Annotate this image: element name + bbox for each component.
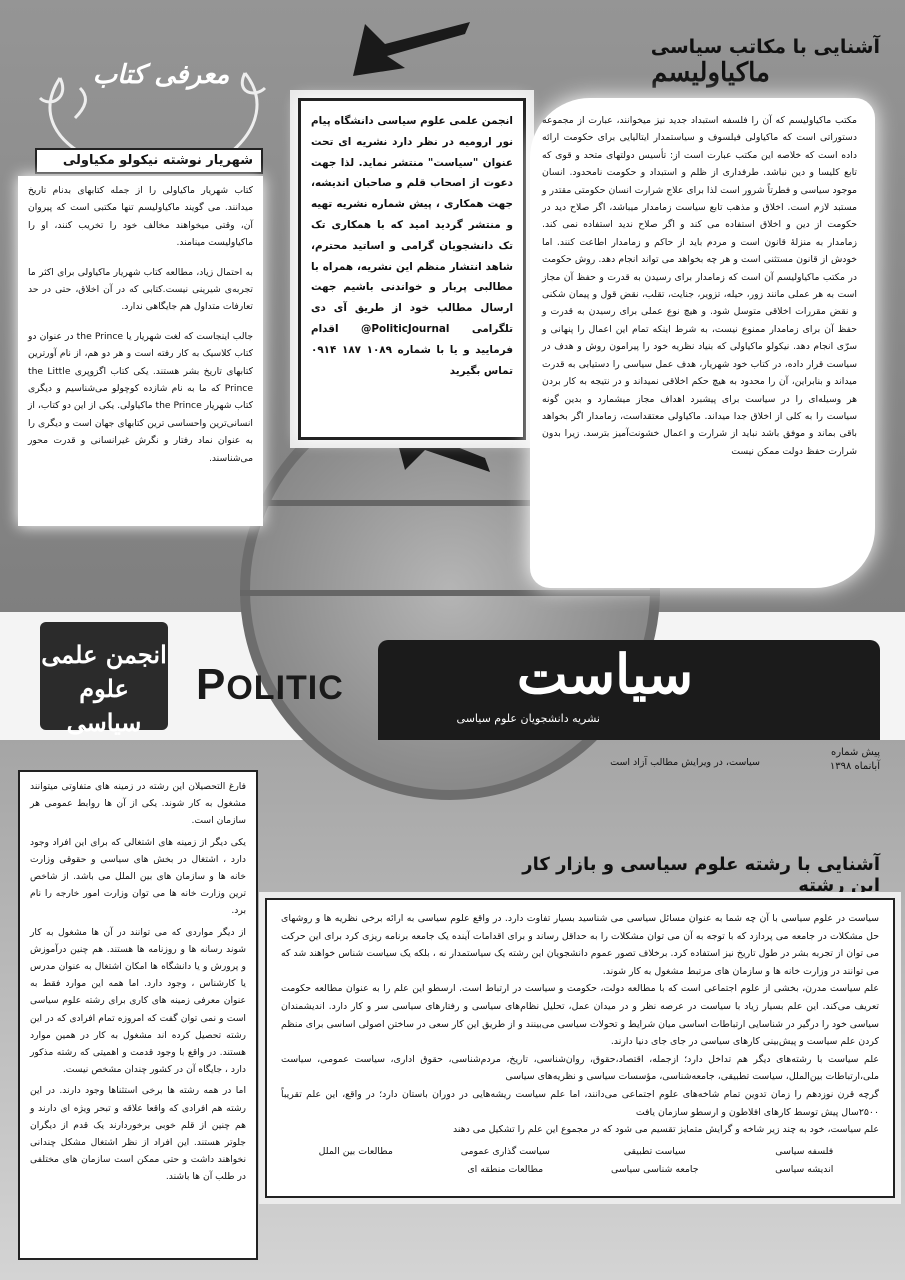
careers-column	[18, 770, 258, 1260]
field-paragraph: علم سیاست با رشته‌های دیگر هم تداخل دارد؛ ازجمله، اقتصاد،حقوق، روان‌شناسی، تاریخ، مردم‌شناسی، حقوق اداری، سیاست عمومی، سیاست ملی،ارتباطات بین‌الملل، سیاست تطبیقی، جامعه‌شناسی، مؤسسات سیاسی و نظریه‌های سیاسی	[281, 1053, 879, 1083]
machiavellism-article	[530, 98, 875, 588]
issue-info	[770, 746, 880, 774]
field-paragraph: علم سیاست مدرن، بخشی از علوم اجتماعی است که با مطالعه دولت، حکومت و سیاست در ارتباط است. ارسطو این علم را به عنوان مطالعه حکومت تعریف می‌کند. این علم بسیار زیاد با سیاست در عرصه نظر و در میدان عمل، تحلیل نظام‌های سیاسی و رفتارهای سیاسی سر و کار دارد. اندیشمندان سیاسی خود را درگیر در شناسایی ارتباطات اساسی میان شرایط و تحولات سیاسی می‌بینند و از طریق این کار سعی در ساختن اصولی اساسی برای منظم کردن علم سیاست و پیش‌بینی کارهای سیاسی در جای جای دنیا دارند.	[281, 983, 879, 1048]
field-paragraph: گرچه قرن نوزدهم را زمان تدوین تمام شاخه‌های علوم اجتماعی می‌دانند، اما علم سیاست ریشه‌هایی در دوران باستان دارد؛ در واقع، این علم تقریباً ۲۵۰۰سال پیش توسط کارهای افلاطون و ارسطو سازمان یافت	[281, 1088, 879, 1118]
branch-item: جامعه شناسی سیاسی	[610, 1163, 699, 1175]
book-paragraph: جالب اینجاست که لغت شهریار یا the Prince در عنوان دو کتاب کلاسیک به کار رفته است و هر دو هم، از نام آورترین کتابهای تاریخ بشر هستند. یکی کتاب اگزوپری the Little Prince که ما به نام شازده کوچولو می‌شناسیم و دیگری کتاب شهریار the Prince ماکیاولی. یکی از این دو کتاب، از انسانی‌ترین واحساسی ترین کتابهای جهان است و دیگری را به عنوان نماد رفتار و نگرش غیرانسانی و قدرت محور می‌شناسند.	[28, 330, 254, 464]
book-paragraph: به احتمال زیاد، مطالعه کتاب شهریار ماکیاولی برای اکثر ما تجربه‌ی شیرینی نیست.کتابی که در آن اخلاق، حتی در حد تعارفات متداول هم جایگاهی ندارد.	[28, 266, 253, 313]
branch-item: مطالعات منطقه ای	[467, 1163, 544, 1175]
article-title: ماکیاولیسم	[651, 58, 770, 88]
issue-label: پیش شماره	[830, 747, 880, 758]
field-article-title: آشنایی با رشته علوم سیاسی و بازار کار این رشته	[522, 854, 880, 896]
editorial-note: سیاست، در ویرایش مطالب آزاد است	[610, 757, 760, 768]
globe-latitude-line	[240, 590, 660, 596]
intro-text: انجمن علمی علوم سیاسی دانشگاه پیام نور ارومیه در نظر دارد نشریه ای تحت عنوان "سیاست" منتشر نماید. لذا جهت دعوت از اصحاب قلم و صاحبان اندیشه، جهت همکاری ، پیش شماره نشریه تهیه و منتشر گردید امید که با همکاری تک تک دانشجویان گرامی و اساتید محترم، شاهد انتشار منظم این نشریه، همراه با مطالبی پربار و خواندنی باشیم جهت ارسال مطالب خود از طریق آی دی تلگرامی PoliticJournal@ اقدام فرمایید و یا با شماره ۱۰۸۹ ۱۸۷ ۰۹۱۴ تماس بگیرید	[311, 115, 514, 377]
branch-item: اندیشه سیاسی	[775, 1163, 834, 1175]
journal-subtitle: نشریه دانشجویان علوم سیاسی	[456, 712, 600, 725]
careers-paragraph: یکی دیگر از زمینه های اشتغالی که برای این افراد وجود دارد ، اشتغال در بخش های سیاسی و حقوقی وزارت خانه ها و سازمان های بین الملل می باشد. از شاخص ترین وزارت خانه ها می توان وزارت امور خارجه را نام برد.	[30, 836, 246, 917]
branches-list	[281, 1143, 879, 1179]
book-review	[18, 176, 263, 526]
careers-paragraph: از دیگر مواردی که می توانند در آن ها مشغول به کار شوند رسانه ها و روزنامه ها هستند. هم چنین درآموزش و پرورش و یا دانشگاه ها امکان اشتغال به عنوان مدرس یا کارشناس ، وجود دارد. اما همه این موارد فقط به عنوان معرفی زمینه های کاری برای رشته علوم سیاسی است و نمی توان گفت که امروزه تمام افرادی که در این رشته تحصیل کرده اند مشغول به کار در همین موارد هستند. در واقع با وجود قدمت و اهمیتی که رشته مذکور دارد ، جایگاه آن در کشور چندان مشخص نیست.	[30, 926, 246, 1076]
book-paragraph: کتاب شهریار ماکیاولی را از جمله کتابهای بدنام تاریخ میدانند. می گویند ماکیاولیسم تنها مکتبی است که پیروان آن، وقتی میخواهند مخالف خود را تخریب کنند، او را ماکیاولیست مینامند.	[28, 185, 253, 249]
book-subtitle: شهریار نوشته نیکولو مکیاولی	[35, 148, 263, 174]
branch-item: مطالعات بین الملل	[318, 1145, 393, 1157]
careers-paragraph: اما در همه رشته ها برخی استثناها وجود دارند. در این رشته هم افرادی که واقعا علاقه و تبحر ویژه ای دارند و هم چنین از قلم خوبی برخوردارند یک قدم از دیگران جلوتر هستند. این افراد از نظر اشتغال مشکل چندانی نخواهند داشت و حتی ممکن است سازمان های مختلفی در طلب آن ها باشند.	[30, 1085, 246, 1183]
branch-item: سیاست تطبیقی	[623, 1145, 686, 1157]
politic-wordmark: POLITIC	[196, 660, 344, 709]
book-section-label: معرفی کتاب	[92, 60, 230, 90]
careers-paragraph: فارغ التحصیلان این رشته در زمینه های متفاوتی میتوانند مشغول به کار شوند. یکی از آن ها روابط عمومی هر سازمان است.	[30, 781, 246, 827]
arrow-decoration-icon	[345, 14, 475, 84]
field-article	[265, 898, 895, 1198]
field-paragraph: سیاست در علوم سیاسی با آن چه شما به عنوان مسائل سیاسی می شناسید بسیار تفاوت دارد. در واقع علوم سیاسی به ارائه برخی نظریه ها و روشهای حل مشکلات در جامعه می پردازد که با توجه به آن می توان مشکلات را به حداقل رساند و برای اقدامات آینده یک جامعه برنامه ریزی کرد برای این حرکت می توان از تجربه بشر در طول تاریخ نیز استفاده کرد. برخلاف تصور عموم دانشجویان این رشته یک سیاستمدار نه ، بلکه یک سیاست شناس خواهند شد که می توانند در وزارت خانه ها و سازمان های مرتبط مشغول به کار شوند.	[281, 913, 879, 977]
intro-box	[298, 98, 526, 440]
field-paragraph: علم سیاست، خود به چند زیر شاخه و گرایش متمایز تقسیم می شود که در مجموع این علم را تشکیل می دهند	[452, 1124, 879, 1136]
branch-item: سیاست گذاری عمومی	[460, 1145, 550, 1157]
issue-date: آبانماه ۱۳۹۸	[829, 761, 880, 772]
series-title: آشنایی با مکاتب سیاسی	[650, 36, 880, 58]
association-logo: انجمن علمی علوم سیاسی	[40, 622, 168, 730]
branch-item: فلسفه سیاسی	[775, 1145, 834, 1157]
journal-title: سیاست	[516, 642, 694, 706]
machiavellism-text: مکتب ماکیاولیسم که آن را فلسفه استبداد جدید نیز میخوانند، عبارت از مجموعه دستوراتی است که ماکیاولی فیلسوف و سیاستمدار ایتالیایی برای حکومت ارائه داده است که خلاصه این مکتب عبارت است از: تأسیس دولتهای متحد و قوی که تابع کلیسا و دین نباشد. طرفداری از ظلم و استبداد و حکومت نامحدود. انسان موجود سیاسی و فطرتاً شرور است لذا برای علاج شرارت انسان حکومتی مقتدر و مستبد لازم است. اخلاق و مذهب تابع سیاست زمامدار میباشد، اگر صلاح دید در حکومت از دین و اخلاق استفاده می کند و اگر صلاح ندید استفاده نمی کند. زمامدار به منزلهٔ قانون است و مردم باید از حاکم و زمامدار اطاعت کنند. اما خودش از قانون مستثنی است و هر چه بخواهد می تواند انجام دهد. روش حکومت در مکتب ماکیاولیسم آن است که زمامدار برای رسیدن به قدرت و حفظ آن مجاز است به هر عملی مانند زور، حیله، تزویر، جنایت، تقلب، نقض قول و پیمان شکنی و نقض مقررات اخلاقی متوسل شود. و هیچ نوع عملی برای رسیدن به قدرت و حفظ آن برای زمامدار ممنوع نیست، به شرط اینکه تمام این اعمال را پنهانی و سرّی انجام دهد. نیکولو ماکیاولی که بنیاد نظریه خود را پیرامون روش و هدف در سیاست قرار داده، در کتاب خود شهریار، هدف عمل سیاسی را دستیابی به قدرت میداند و بنابراین، آن را محدود به هیچ حکم اخلاقی نمیداند و در نتیجه به کار بردن هر وسیله‌ای را در سیاست برای پیشبرد اهداف مجاز میشمارد و بدین گونه سیاست را به کلی از اخلاق جدا میداند. ماکیاولی معتقداست، زمامدار اگر بخواهد باقی بماند و موفق باشد نباید از شرارت و اعمال خشونت‌آمیز بترسد. زیرا بدون شرارت حفظ دولت ممکن نیست	[542, 115, 857, 457]
